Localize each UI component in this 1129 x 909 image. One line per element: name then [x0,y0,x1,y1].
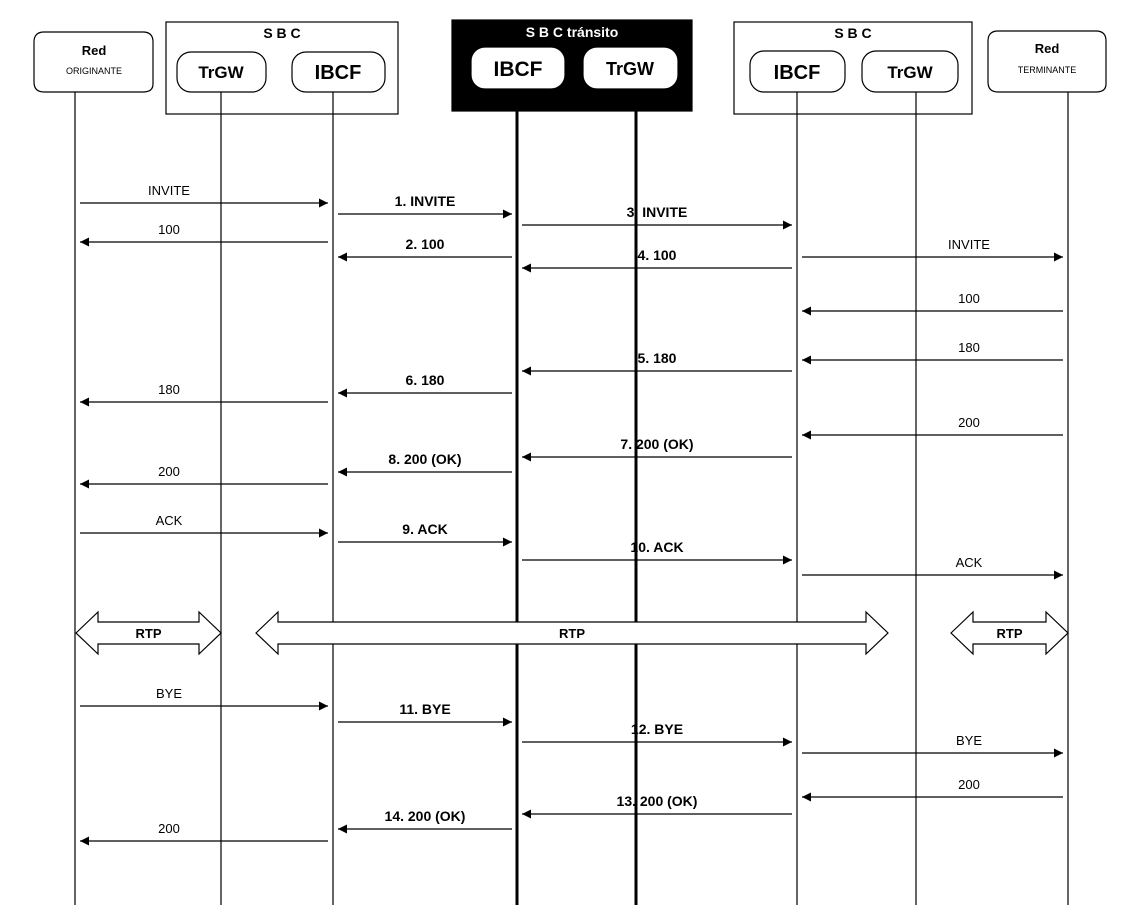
entity-red-originante [34,32,153,92]
sbc-transit-title: S B C tránsito [525,24,619,40]
message-7 [522,247,792,268]
message-label: 11. BYE [399,701,451,717]
entity-trgw-left [177,52,266,92]
ibcf-transit-label: IBCF [493,58,543,81]
media-streams [76,612,1068,654]
message-label: 100 [158,222,180,237]
message-label: BYE [955,733,983,748]
message-10 [522,350,792,371]
message-4 [80,222,328,242]
red-originante-line2: ORIGINANTE [65,66,123,76]
message-label: 180 [158,382,180,397]
message-label: 14. 200 (OK) [384,808,466,824]
message-label: 7. 200 (OK) [620,436,694,452]
message-label: 3. INVITE [626,204,688,220]
message-label: 100 [958,291,980,306]
message-9 [802,340,1063,360]
message-label: 9. ACK [402,521,448,537]
message-1 [80,183,328,203]
message-label: ACK [955,555,983,570]
message-label: INVITE [948,237,990,252]
red-terminante-line1: Red [1034,41,1060,56]
message-label: 200 [958,415,980,430]
rtp-label: RTP [996,626,1023,641]
rtp-stream-3 [951,612,1068,654]
message-2 [338,193,512,214]
message-5 [338,236,512,257]
message-label: INVITE [148,183,190,198]
message-label: 200 [958,777,980,792]
message-label: 200 [158,464,180,479]
rtp-label: RTP [559,626,585,641]
entity-ibcf-right [750,51,845,92]
message-label: 180 [958,340,980,355]
rtp-label: RTP [135,626,162,641]
entity-trgw-right [862,51,958,92]
ibcf-left-label: IBCF [314,62,362,84]
lifelines [75,92,1068,905]
trgw-right-label: TrGW [887,63,933,82]
message-14 [522,436,792,457]
message-24 [802,733,1063,753]
message-label: 4. 100 [637,247,677,263]
message-6 [802,237,1063,257]
rtp-stream-2 [256,612,888,654]
message-27 [338,808,512,829]
message-26 [522,793,792,814]
message-label: BYE [155,686,183,701]
message-8 [802,291,1063,311]
entity-ibcf-transit [471,47,565,89]
message-18 [338,521,512,542]
red-terminante-line2: TERMINANTE [1017,65,1077,75]
trgw-left-label: TrGW [198,63,244,82]
message-19 [522,539,792,560]
message-label: 6. 180 [405,372,445,388]
message-20 [802,555,1063,575]
message-25 [802,777,1063,797]
message-16 [80,464,328,484]
message-label: 2. 100 [405,236,445,252]
entity-trgw-transit [583,47,678,89]
message-label: ACK [155,513,183,528]
entity-red-terminante [988,31,1106,92]
red-originante-line1: Red [81,43,107,58]
message-12 [80,382,328,402]
message-28 [80,821,328,841]
rtp-stream-1 [76,612,221,654]
sbc-right-title: S B C [834,25,872,41]
message-13 [802,415,1063,435]
message-label: 12. BYE [630,721,684,737]
ibcf-right-label: IBCF [773,62,821,84]
message-label: 13. 200 (OK) [616,793,698,809]
message-21 [80,686,328,706]
message-23 [522,721,792,742]
message-label: 200 [158,821,180,836]
message-label: 10. ACK [630,539,684,555]
message-22 [338,701,512,722]
message-17 [80,513,328,533]
message-15 [338,451,512,472]
message-label: 5. 180 [637,350,677,366]
message-label: 1. INVITE [394,193,456,209]
trgw-transit-label: TrGW [606,59,654,79]
message-label: 8. 200 (OK) [388,451,462,467]
message-11 [338,372,512,393]
entity-ibcf-left [292,52,385,92]
message-3 [522,204,792,225]
sbc-left-title: S B C [263,25,301,41]
